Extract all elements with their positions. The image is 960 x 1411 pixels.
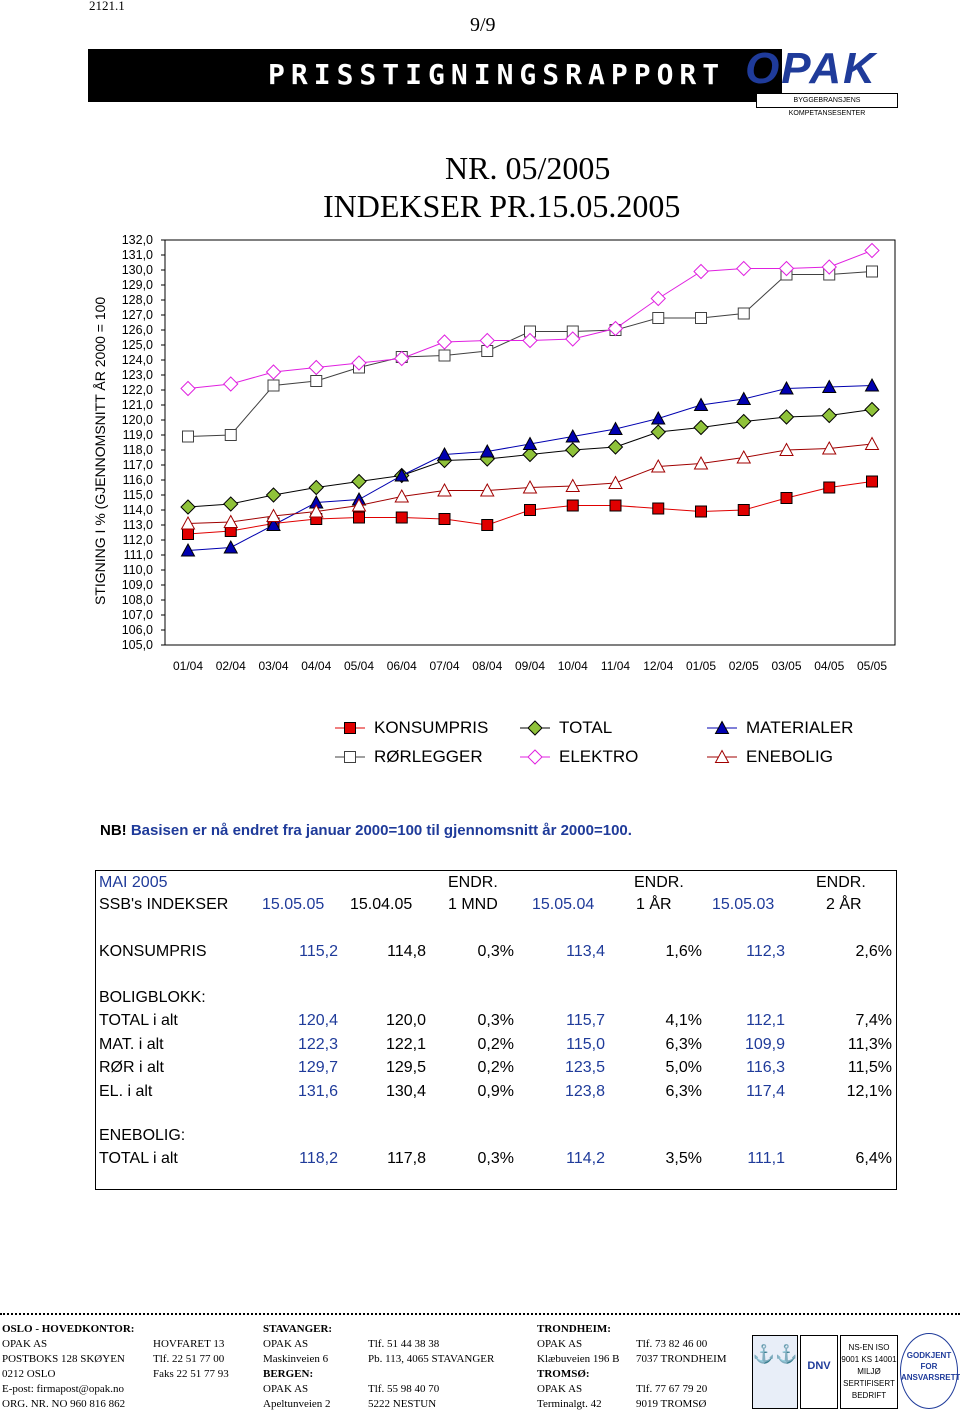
legend-label: MATERIALER (746, 718, 854, 737)
value-cell: 123,8 (564, 1082, 605, 1100)
y-tick-label: 127,0 (121, 308, 153, 322)
y-tick-label: 125,0 (121, 338, 153, 352)
y-tick-label: 132,0 (121, 233, 153, 247)
trondheim-phone: Tlf. 73 82 46 00 (636, 1338, 708, 1350)
data-point (651, 292, 665, 306)
x-tick-label: 05/04 (343, 659, 375, 673)
value-cell: 5,0% (665, 1059, 702, 1076)
data-point (224, 541, 237, 553)
x-tick-label: 01/04 (172, 659, 204, 673)
value-cell: 112,3 (746, 943, 785, 960)
stavanger-postbox: Pb. 113, 4065 STAVANGER (368, 1353, 495, 1365)
x-tick-label: 01/05 (685, 659, 717, 673)
legend-swatch (335, 718, 365, 738)
y-tick-label: 105,0 (121, 638, 153, 652)
data-point (345, 752, 356, 763)
data-point (268, 380, 279, 391)
endr-header: ENDR. (448, 874, 498, 891)
data-point (609, 440, 623, 454)
y-tick-label: 128,0 (121, 293, 153, 307)
opak-logo (726, 44, 896, 117)
endr-header: ENDR. (816, 874, 866, 891)
data-point (181, 382, 195, 396)
trondheim-heading: TRONDHEIM: (537, 1323, 611, 1335)
oslo-phone: Tlf. 22 51 77 00 (153, 1353, 225, 1365)
bergen-street: Apeltunveien 2 (263, 1398, 331, 1410)
data-point (438, 335, 452, 349)
x-tick-label: 03/04 (258, 659, 289, 673)
y-tick-label: 107,0 (121, 608, 153, 622)
series-rørlegger (183, 266, 878, 442)
value-cell: 131,6 (297, 1082, 338, 1100)
value-cell: 130,4 (385, 1082, 426, 1100)
data-point (183, 431, 194, 442)
y-tick-label: 124,0 (121, 353, 153, 367)
legend-label: KONSUMPRIS (374, 718, 489, 737)
data-point (737, 415, 751, 429)
y-tick-label: 120,0 (121, 413, 153, 427)
period-header: 2 ÅR (826, 896, 862, 913)
date-header: 15.05.03 (712, 896, 775, 913)
report-number-title: NR. 05/2005 (445, 150, 611, 186)
legend-swatch (707, 718, 737, 738)
value-cell: 117,4 (746, 1082, 785, 1100)
data-point (528, 750, 542, 764)
data-point (439, 514, 450, 525)
y-tick-label: 117,0 (122, 458, 153, 472)
trondheim-postcode: 7037 TRONDHEIM (636, 1353, 727, 1365)
data-point (696, 506, 707, 517)
legend-swatch (520, 718, 550, 738)
row-label: KONSUMPRIS (99, 943, 207, 960)
legend-item-total (520, 718, 612, 738)
footer-divider (0, 1313, 960, 1315)
value-cell: 6,3% (665, 1035, 702, 1053)
data-point (738, 308, 749, 319)
dnv-text: DNV (807, 1360, 831, 1372)
data-point (311, 376, 322, 387)
date-header: 15.05.05 (262, 896, 325, 913)
oslo-email: E-post: firmapost@opak.no (2, 1383, 124, 1395)
date-header: 15.04.05 (350, 896, 413, 913)
y-tick-label: 123,0 (121, 368, 153, 382)
logo-text: OPAK (745, 44, 877, 93)
legend-swatch (520, 747, 550, 767)
row-label: EL. i alt (99, 1082, 153, 1100)
value-cell: 12,1% (846, 1082, 892, 1100)
oslo-postbox: POSTBOKS 128 SKØYEN (2, 1353, 125, 1365)
legend-item-konsumpris (335, 718, 488, 738)
legend-label: TOTAL (559, 718, 613, 737)
data-point (781, 493, 792, 504)
trondheim-company: OPAK AS (537, 1338, 583, 1350)
legend-item-enebolig (707, 747, 833, 767)
y-tick-label: 119,0 (122, 428, 153, 442)
y-tick-label: 115,0 (122, 488, 153, 502)
data-point (352, 475, 366, 489)
x-tick-label: 02/04 (215, 659, 246, 673)
note-text: Basisen er nå endret fra januar 2000=100 til gjennomsnitt år 2000=100. (130, 822, 632, 839)
tromso-heading: TROMSØ: (537, 1368, 590, 1380)
bergen-phone: Tlf. 55 98 40 70 (368, 1383, 440, 1395)
y-axis-label: STIGNING I % (GJENNOMSNITT ÅR 2000 = 100 (92, 296, 108, 605)
value-cell: 120,0 (385, 1012, 426, 1029)
data-point (867, 476, 878, 487)
data-point (181, 500, 195, 514)
data-point (482, 520, 493, 531)
data-point (653, 503, 664, 514)
godkjent-text: GODKJENT FOR ANSVARSRETT (901, 1351, 960, 1382)
data-point (224, 377, 238, 391)
value-cell: 109,9 (744, 1035, 785, 1053)
data-point (528, 721, 542, 735)
base-change-note (100, 822, 632, 839)
value-cell: 112,1 (746, 1012, 785, 1029)
data-point (354, 512, 365, 523)
value-cell: 129,7 (297, 1059, 338, 1076)
data-point (822, 409, 836, 423)
x-tick-label: 04/05 (814, 659, 845, 673)
value-cell: 114,8 (387, 943, 426, 960)
banner-title: PRISSTIGNINGSRAPPORT (268, 58, 726, 91)
x-tick-label: 03/05 (771, 659, 802, 673)
x-tick-label: 05/05 (856, 659, 888, 673)
value-cell: 117,8 (387, 1150, 426, 1167)
section-label: BOLIGBLOKK: (99, 989, 206, 1006)
index-line-chart (0, 230, 960, 680)
trondheim-street: Klæbuveien 196 B (537, 1353, 620, 1365)
data-point (653, 313, 664, 324)
data-point (738, 505, 749, 516)
value-cell: 0,3% (477, 943, 514, 960)
oslo-street: HOVFARET 13 (153, 1338, 225, 1350)
x-tick-label: 08/04 (472, 659, 503, 673)
value-cell: 114,2 (566, 1150, 605, 1167)
note-prefix: NB! (100, 822, 127, 839)
data-point (183, 529, 194, 540)
data-point (866, 438, 879, 450)
legend-swatch (707, 747, 737, 767)
x-tick-label: 10/04 (557, 659, 588, 673)
value-cell: 122,3 (297, 1035, 338, 1053)
value-cell: 116,3 (746, 1059, 785, 1076)
bergen-heading: BERGEN: (263, 1368, 314, 1380)
y-tick-label: 118,0 (122, 443, 153, 457)
y-tick-label: 116,0 (122, 473, 153, 487)
data-point (866, 379, 879, 391)
legend-label: ELEKTRO (559, 747, 639, 766)
value-cell: 0,3% (477, 1012, 514, 1029)
y-tick-label: 126,0 (121, 323, 153, 337)
y-tick-label: 130,0 (121, 263, 153, 277)
row-label: MAT. i alt (99, 1035, 164, 1053)
data-point (865, 403, 879, 417)
y-tick-label: 129,0 (121, 278, 153, 292)
x-tick-label: 11/04 (600, 659, 631, 673)
stavanger-street: Maskinveien 6 (263, 1353, 329, 1365)
y-tick-label: 114,0 (122, 503, 153, 517)
value-cell: 0,2% (477, 1059, 514, 1076)
period-header: 1 ÅR (636, 896, 672, 913)
value-cell: 11,3% (847, 1035, 892, 1053)
data-point (224, 497, 238, 511)
godkjent-ansvarsrett-seal (900, 1333, 958, 1409)
data-point (780, 410, 794, 424)
x-tick-label: 12/04 (643, 659, 674, 673)
x-tick-label: 02/05 (728, 659, 759, 673)
value-cell: 7,4% (855, 1012, 892, 1029)
value-cell: 11,5% (847, 1059, 892, 1076)
legend-label: RØRLEGGER (374, 747, 483, 766)
y-tick-label: 109,0 (121, 578, 153, 592)
series-materialer (182, 379, 879, 556)
data-point (609, 423, 622, 435)
value-cell: 111,1 (747, 1150, 785, 1167)
x-tick-label: 06/04 (386, 659, 417, 673)
page-number-small: 2121.1 (89, 0, 125, 13)
value-cell: 0,9% (477, 1082, 514, 1100)
value-cell: 129,5 (385, 1059, 426, 1076)
data-point (566, 443, 580, 457)
data-point (267, 488, 281, 502)
data-point (567, 500, 578, 511)
value-cell: 6,3% (665, 1082, 702, 1100)
series-line (188, 272, 872, 437)
value-cell: 115,0 (566, 1035, 605, 1053)
data-point (439, 350, 450, 361)
row-label: TOTAL i alt (99, 1012, 178, 1029)
series-line (188, 386, 872, 551)
oslo-postcode: 0212 OSLO (2, 1368, 56, 1380)
y-tick-label: 122,0 (121, 383, 153, 397)
y-tick-label: 121,0 (121, 398, 153, 412)
index-date-title: INDEKSER PR.15.05.2005 (323, 188, 681, 224)
data-point (309, 361, 323, 375)
data-point (694, 265, 708, 279)
value-cell: 120,4 (297, 1012, 338, 1029)
data-point (824, 482, 835, 493)
date-header: 15.05.04 (532, 896, 595, 913)
legend-swatch (335, 747, 365, 767)
value-cell: 118,2 (299, 1150, 338, 1167)
x-tick-label: 04/04 (301, 659, 332, 673)
ship-anchor-cert-logo (752, 1335, 798, 1409)
y-tick-label: 112,0 (122, 533, 153, 547)
data-point (694, 421, 708, 435)
row-label: RØR i alt (99, 1059, 164, 1076)
series-total (181, 403, 879, 515)
legend-label: ENEBOLIG (746, 747, 833, 766)
data-point (267, 365, 281, 379)
value-cell: 2,6% (855, 943, 892, 960)
stavanger-company: OPAK AS (263, 1338, 309, 1350)
value-cell: 113,4 (566, 943, 605, 960)
oslo-heading: OSLO - HOVEDKONTOR: (2, 1323, 135, 1335)
legend-item-rørlegger (335, 747, 483, 767)
value-cell: 122,1 (385, 1035, 426, 1053)
iso-cert-text: NS-EN ISO 9001 KS 14001 MILJØ SERTIFISERT BEDRIFT (841, 1343, 897, 1400)
legend-item-materialer (707, 718, 853, 738)
y-tick-label: 131,0 (121, 248, 153, 262)
value-cell: 115,7 (566, 1012, 605, 1029)
data-point (396, 512, 407, 523)
tromso-phone: Tlf. 77 67 79 20 (636, 1383, 708, 1395)
data-point (737, 262, 751, 276)
y-tick-label: 113,0 (122, 518, 153, 532)
data-point (865, 244, 879, 258)
data-point (609, 477, 622, 489)
row-label: TOTAL i alt (99, 1150, 178, 1167)
svg-text:⚓⚓: ⚓⚓ (752, 1344, 798, 1364)
report-banner (88, 49, 782, 102)
series-line (188, 251, 872, 389)
series-elektro (181, 244, 879, 396)
value-cell: 123,5 (564, 1059, 605, 1076)
table-month-header: MAI 2005 (99, 874, 168, 891)
value-cell: 3,5% (665, 1150, 702, 1167)
endr-header: ENDR. (634, 874, 684, 891)
tromso-postcode: 9019 TROMSØ (636, 1398, 707, 1410)
dnv-cert-logo (800, 1335, 838, 1409)
page-number: 9/9 (470, 14, 496, 36)
y-tick-label: 108,0 (121, 593, 153, 607)
data-point (345, 723, 356, 734)
data-point (525, 505, 536, 516)
oslo-org-number: ORG. NR. NO 960 816 862 (2, 1398, 126, 1410)
value-cell: 0,3% (477, 1150, 514, 1167)
y-tick-label: 106,0 (121, 623, 153, 637)
value-cell: 6,4% (855, 1150, 892, 1167)
section-label: ENEBOLIG: (99, 1127, 186, 1144)
stavanger-heading: STAVANGER: (263, 1323, 333, 1335)
index-table (95, 870, 897, 1190)
oslo-fax: Faks 22 51 77 93 (153, 1368, 229, 1380)
value-cell: 115,2 (299, 943, 338, 960)
x-tick-label: 07/04 (429, 659, 460, 673)
value-cell: 0,2% (477, 1035, 514, 1053)
period-header: 1 MND (448, 896, 498, 913)
data-point (610, 500, 621, 511)
value-cell: 1,6% (665, 943, 702, 960)
table-indices-header: SSB's INDEKSER (99, 896, 229, 913)
tromso-street: Terminalgt. 42 (537, 1398, 602, 1410)
data-point (696, 313, 707, 324)
legend-item-elektro (520, 747, 638, 767)
tromso-company: OPAK AS (537, 1383, 583, 1395)
bergen-company: OPAK AS (263, 1383, 309, 1395)
x-tick-label: 09/04 (514, 659, 546, 673)
data-point (651, 425, 665, 439)
data-point (309, 481, 323, 495)
iso-cert-logo (840, 1335, 898, 1409)
y-tick-label: 110,0 (122, 563, 153, 577)
data-point (225, 430, 236, 441)
logo-subtitle: BYGGEBRANSJENS KOMPETANSESENTER (756, 93, 898, 108)
stavanger-phone: Tlf. 51 44 38 38 (368, 1338, 440, 1350)
value-cell: 4,1% (665, 1012, 702, 1029)
y-tick-label: 111,0 (123, 548, 153, 562)
oslo-company: OPAK AS (2, 1338, 48, 1350)
data-point (737, 393, 750, 405)
data-point (652, 412, 665, 424)
data-point (867, 266, 878, 277)
bergen-postcode: 5222 NESTUN (368, 1398, 437, 1410)
